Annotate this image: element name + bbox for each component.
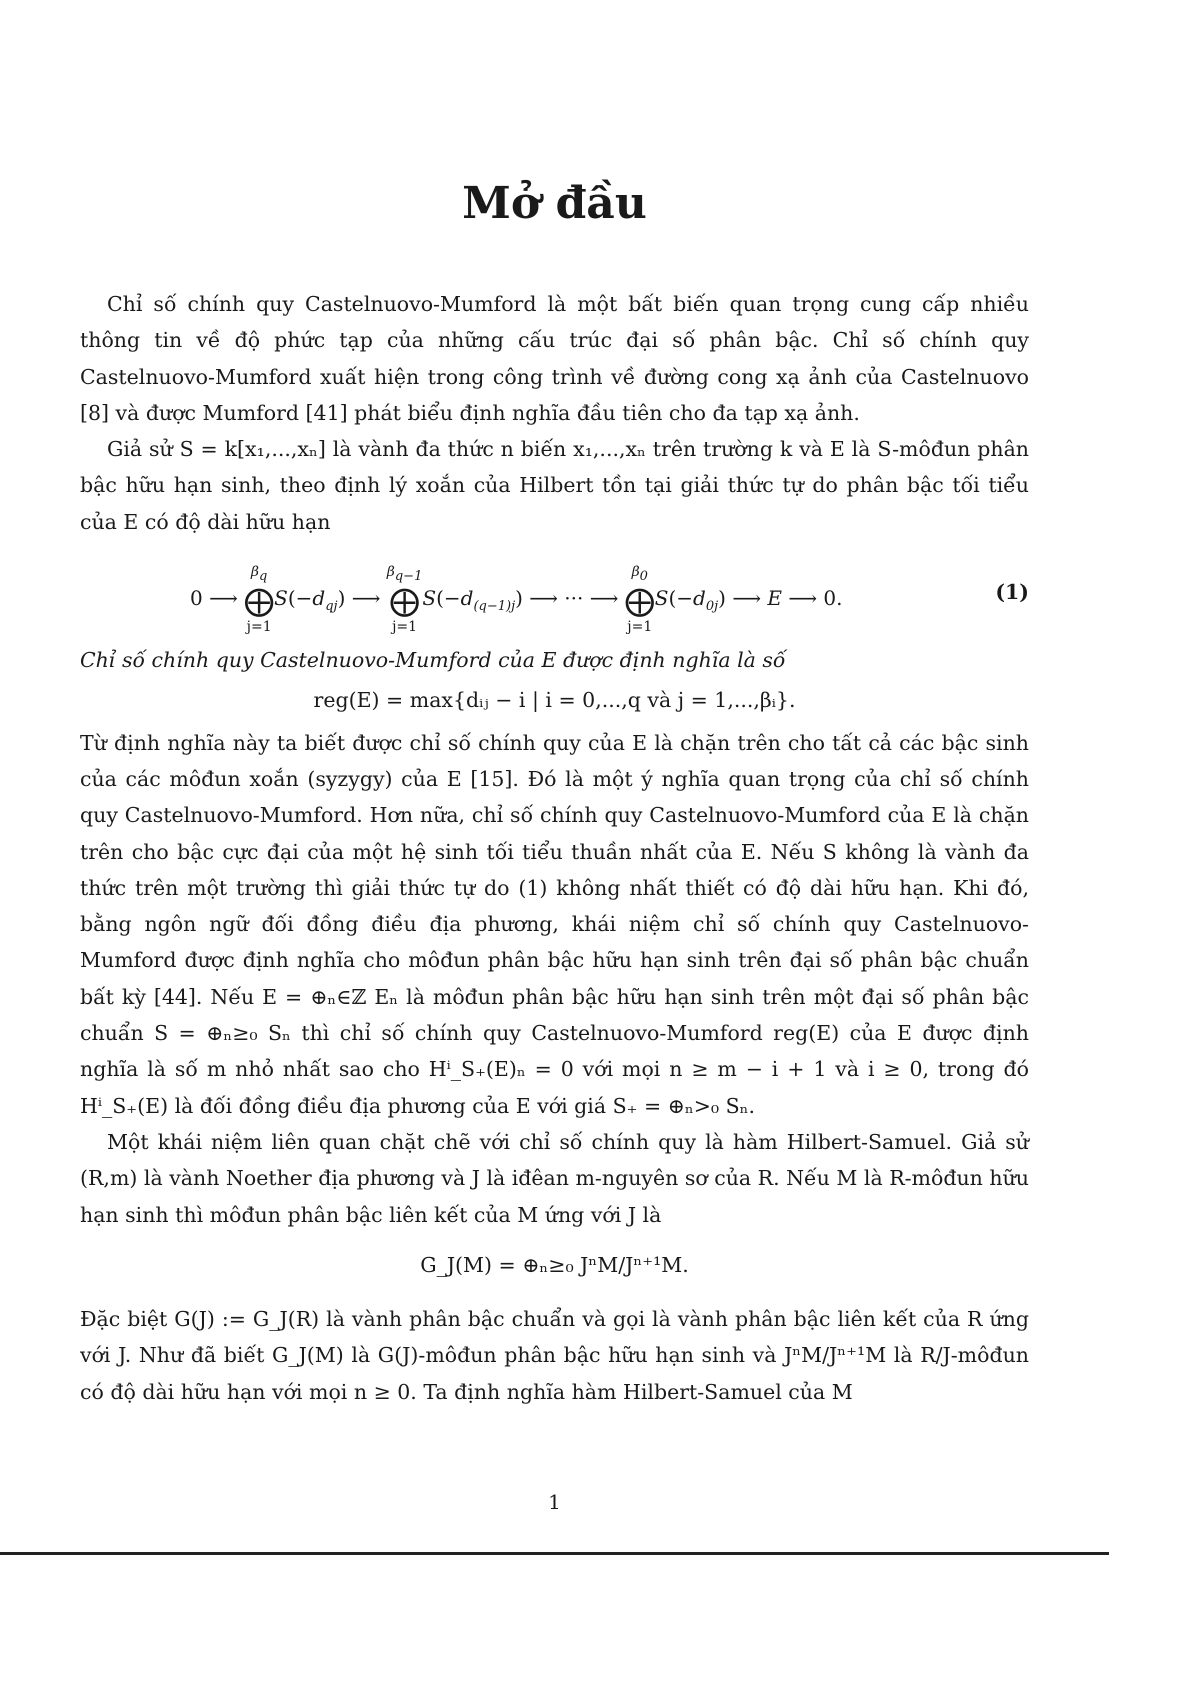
body-text bbox=[80, 286, 1029, 1410]
associated-graded-formula: G_J(M) = ⊕ₙ≥₀ JⁿM/Jⁿ⁺¹M. bbox=[420, 1252, 689, 1277]
page-number: 1 bbox=[548, 1490, 561, 1514]
free-resolution-sequence: 0 ⟶ $\beta_q$ ⨁ $j=1S(-d_{qj})$ ⟶ $\beta_{q-1}$ ⨁ $j=1S(-d_{(q-1)j})$ ⟶ ··· ⟶ $\beta_0$ ⨁ $j=1S(-d_{0j})$ ⟶ E ⟶ 0. bbox=[190, 564, 843, 635]
paragraph-1: Chỉ số chính quy Castelnuovo-Mumford là một bất biến quan trọng cung cấp nhiều thông tin về độ phức tạp của những cấu trúc đại số phân bậc. Chỉ số chính quy Castelnuovo-Mumford xuất hiện trong công trình về đường cong xạ ảnh của Castelnuovo [8] và được Mumford [41] phát biểu định nghĩa đầu tiên cho đa tạp xạ ảnh. bbox=[80, 292, 1029, 425]
bottom-rule bbox=[0, 1552, 1109, 1555]
paragraph-3: Từ định nghĩa này ta biết được chỉ số chính quy của E là chặn trên cho tất cả các bậc sinh của các môđun xoắn (syzygy) của E [15]. Đó là một ý nghĩa quan trọng của chỉ số chính quy Castelnuovo-Mumford. Hơn nữa, chỉ số chính quy Castelnuovo-Mumford của E là chặn trên cho bậc cực đại của một hệ sinh tối tiểu thuần nhất của E. Nếu S không là vành đa thức trên một trường thì giải thức tự do (1) không nhất thiết có độ dài hữu hạn. Khi đó, bằng ngôn ngữ đối đồng điều địa phương, khái niệm chỉ số chính quy Castelnuovo-Mumford được định nghĩa cho môđun phân bậc hữu hạn sinh trên đại số phân bậc chuẩn bất kỳ [44]. Nếu E = ⊕ₙ∈ℤ Eₙ là môđun phân bậc hữu hạn sinh trên một đại số phân bậc chuẩn S = ⊕ₙ≥₀ Sₙ thì chỉ số chính quy Castelnuovo-Mumford reg(E) của E được định nghĩa là số m nhỏ nhất sao cho Hⁱ_S₊(E)ₙ = 0 với mọi n ≥ m − i + 1 và i ≥ 0, trong đó Hⁱ_S₊(E) là đối đồng điều địa phương của E với giá S₊ = ⊕ₙ>₀ Sₙ. bbox=[80, 730, 1029, 1118]
definition-line: Chỉ số chính quy Castelnuovo-Mumford của E được định nghĩa là số bbox=[80, 648, 786, 673]
equation-number: (1) bbox=[995, 580, 1029, 605]
paragraph-2: Giả sử S = k[x₁,...,xₙ] là vành đa thức n biến x₁,...,xₙ trên trường k và E là S-môđun phân bậc hữu hạn sinh, theo định lý xoắn của Hilbert tồn tại giải thức tự do phân bậc tối tiểu của E có độ dài hữu hạn bbox=[80, 437, 1029, 534]
paragraph-4: Một khái niệm liên quan chặt chẽ với chỉ số chính quy là hàm Hilbert-Samuel. Giả sử (R,m) là vành Noether địa phương và J là iđêan m-nguyên sơ của R. Nếu M là R-môđun hữu hạn sinh thì môđun phân bậc liên kết của M ứng với J là bbox=[80, 1129, 1029, 1227]
chapter-title: Mở đầu bbox=[462, 178, 647, 229]
equation-1 bbox=[80, 546, 1029, 640]
paragraph-5: Đặc biệt G(J) := G_J(R) là vành phân bậc chuẩn và gọi là vành phân bậc liên kết của R ứng với J. Như đã biết G_J(M) là G(J)-môđun phân bậc hữu hạn sinh và JⁿM/Jⁿ⁺¹M là R/J-môđun có độ dài hữu hạn với mọi n ≥ 0. Ta định nghĩa hàm Hilbert-Samuel của M bbox=[80, 1307, 1029, 1404]
reg-formula: reg(E) = max{dᵢⱼ − i | i = 0,...,q và j = 1,...,βᵢ}. bbox=[313, 688, 796, 713]
